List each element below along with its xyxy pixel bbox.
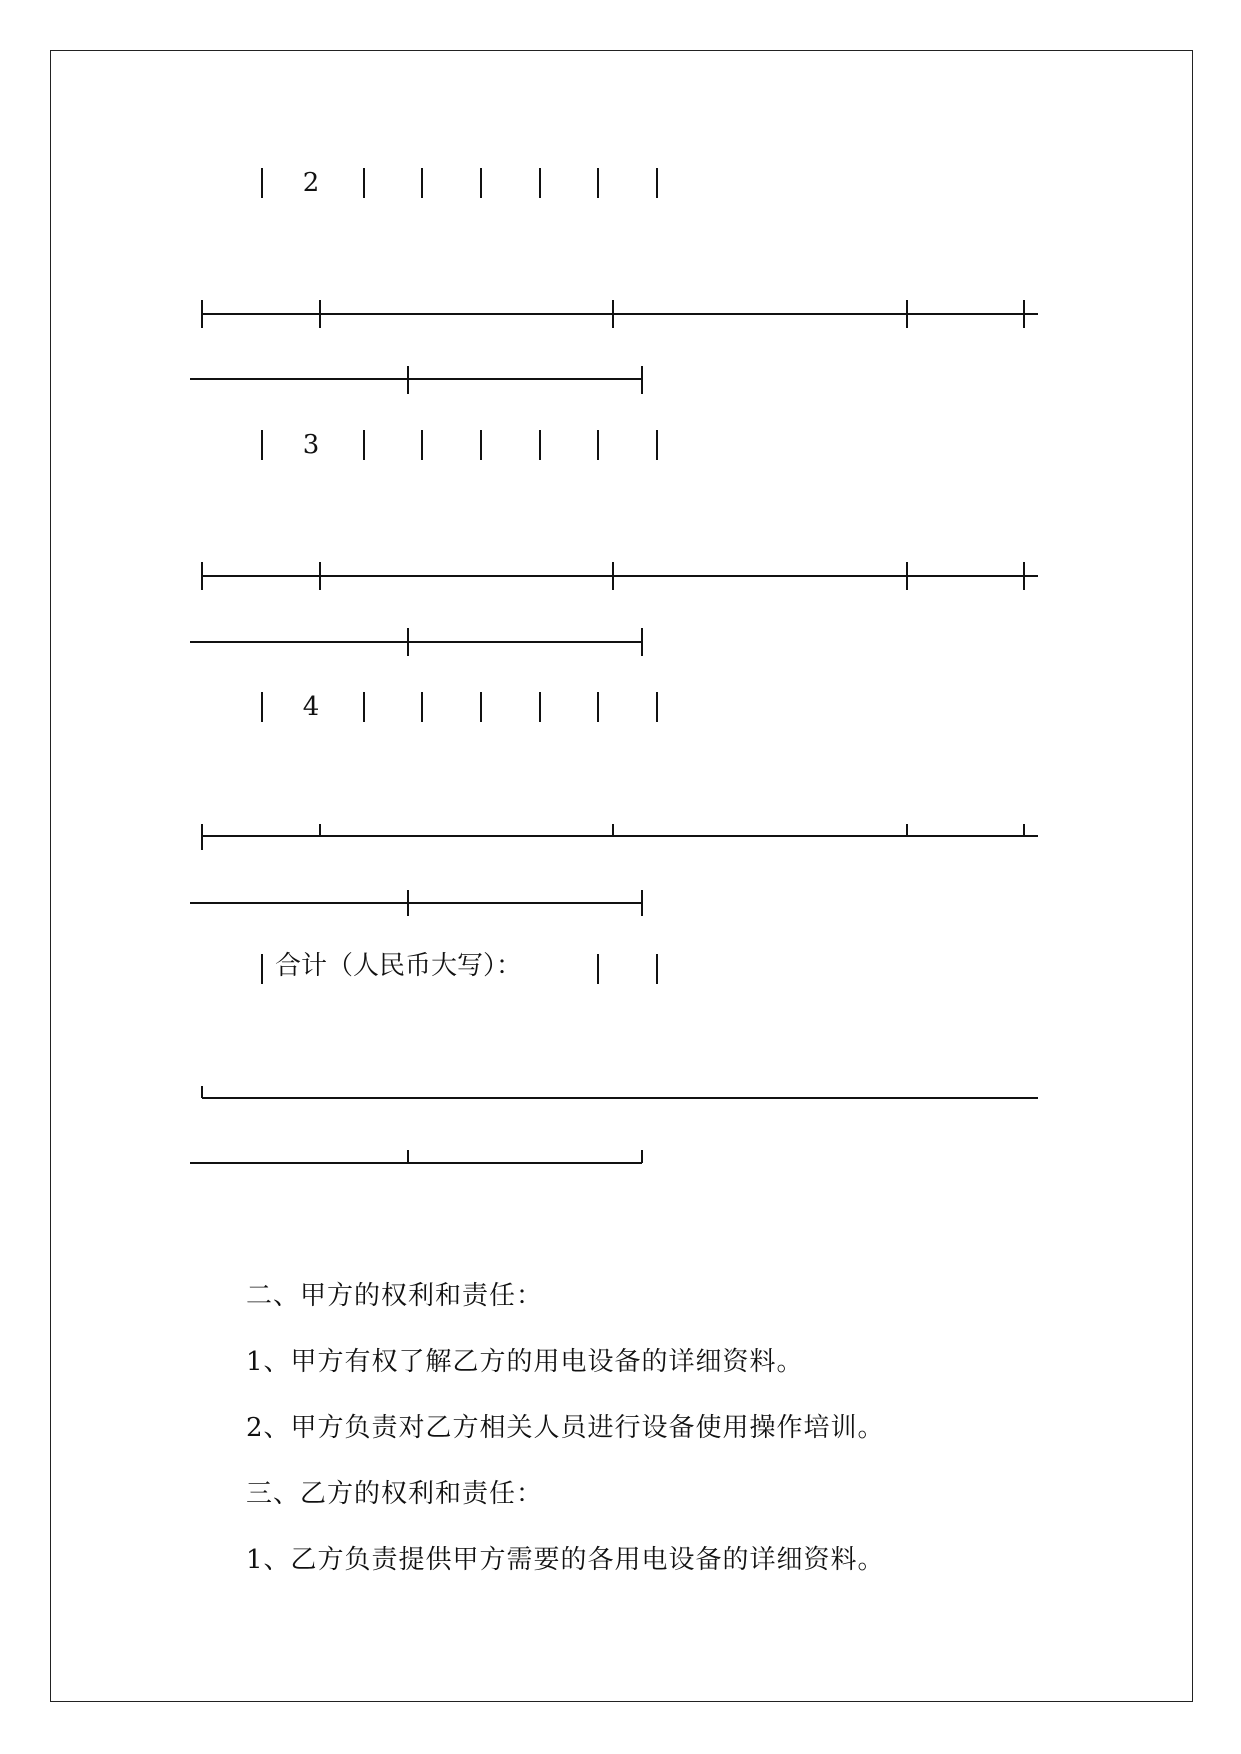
party-b-heading: 三、乙方的权利和责任： [246, 1479, 544, 1509]
party-a-heading: 二、甲方的权利和责任： [246, 1281, 544, 1311]
table-separator-3 [190, 824, 1038, 916]
total-amount-label: 合计（人民币大写）： [275, 951, 523, 981]
party-a-item: 2、甲方负责对乙方相关人员进行设备使用操作培训。 [246, 1413, 885, 1443]
party-a-item: 1、甲方有权了解乙方的用电设备的详细资料。 [246, 1347, 804, 1377]
party-b-item: 1、乙方负责提供甲方需要的各用电设备的详细资料。 [246, 1545, 885, 1575]
table-separator-1 [190, 300, 1038, 394]
table-row-number: 2 [302, 168, 320, 198]
table-bottom-border [190, 1086, 1038, 1163]
table-row-number: 3 [302, 430, 320, 460]
table-row-number: 4 [302, 692, 320, 722]
table-separator-2 [190, 562, 1038, 656]
